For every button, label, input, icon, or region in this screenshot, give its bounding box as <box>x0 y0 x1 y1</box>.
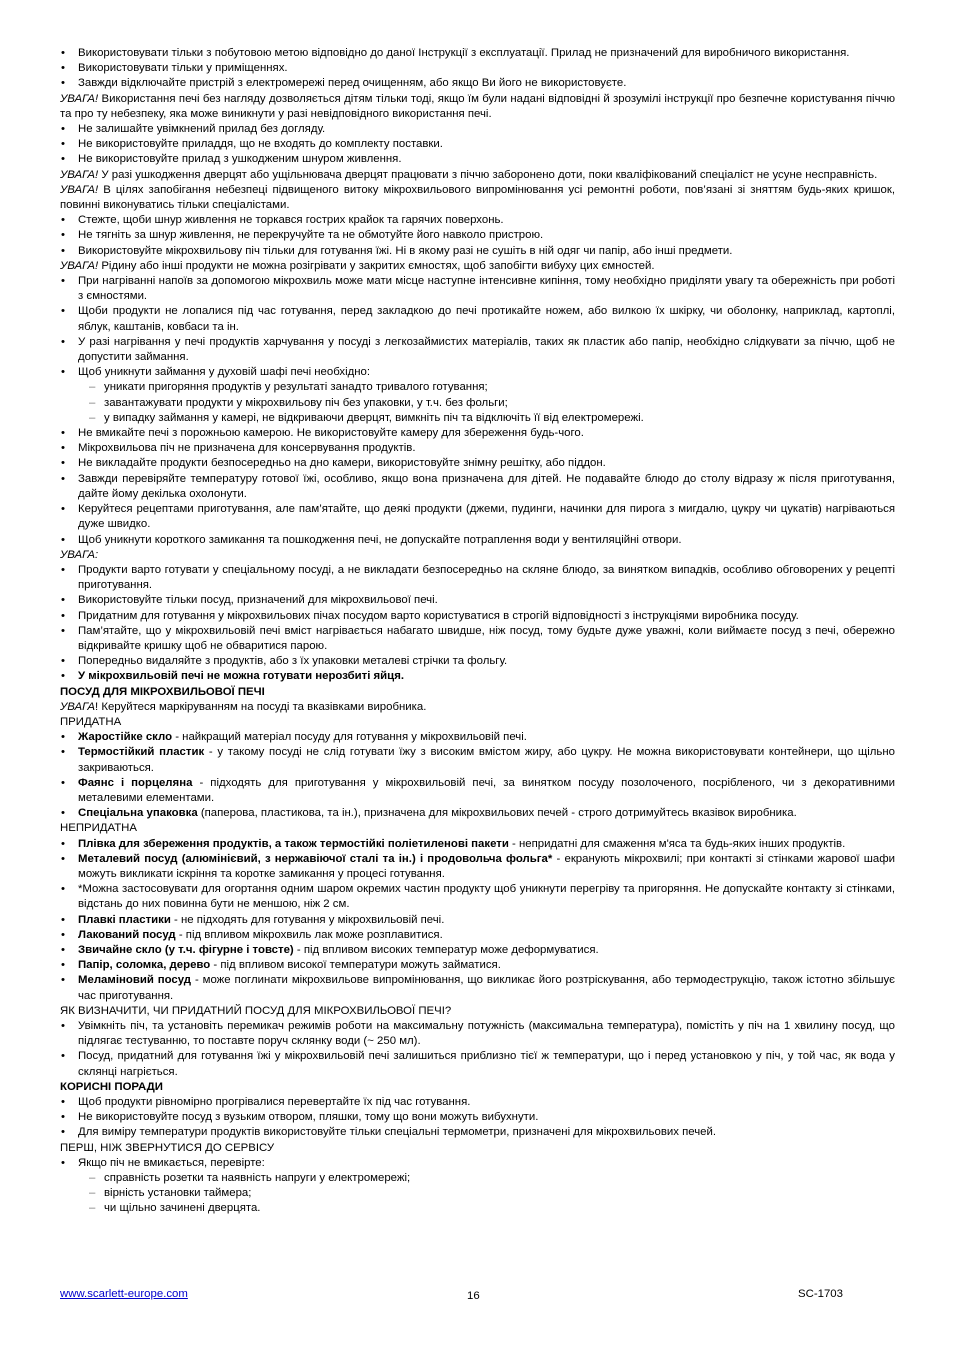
section-heading: ПОСУД ДЛЯ МІКРОХВИЛЬОВОЇ ПЕЧІ <box>60 685 265 698</box>
bullet-item: • Щоб уникнути короткого замикання та пошкодження печі, не допускайте потраплення води у вентиляційні отвори. <box>60 533 895 548</box>
dash-item: – завантажувати продукти у мікрохвильову піч без упаковки, у т.ч. без фольги; <box>60 396 895 411</box>
dash-item: – справність розетки та наявність напруги у електромережі; <box>60 1171 895 1186</box>
bullet-item: • Завжди відключайте пристрій з електромережі перед очищенням, або якщо Ви його не використовуєте. <box>60 76 895 91</box>
section-heading: КОРИСНІ ПОРАДИ <box>60 1080 163 1093</box>
bullet-item: • Керуйтеся рецептами приготування, але пам’ятайте, що деякі продукти (джеми, пудинги, начинки для пирога з мигдалю, цукру чи цукатів) нагріваються дуже швидко. <box>60 502 895 532</box>
document-body <box>60 46 895 1217</box>
bullet-item: • Плавкі пластики - не підходять для готування у мікрохвильовій печі. <box>60 913 895 928</box>
bullet-item: • Увімкніть піч, та установіть перемикач режимів роботи на максимальну потужність (максимальна температура), помістіть у піч на 1 хвилину посуд, що підлягає тестуванню, то поставте поруч склянку води (~ 250 мл). <box>60 1019 895 1049</box>
paragraph: ПЕРШ, НІЖ ЗВЕРНУТИСЯ ДО СЕРВІСУ <box>60 1141 275 1154</box>
bullet-item: • Придатним для готування у мікрохвильових пічах посудом варто користуватися в строгій відповідності з інструкціями виробника посуду. <box>60 609 895 624</box>
bullet-item: • Не тягніть за шнур живлення, не перекручуйте та не обмотуйте його навколо пристрою. <box>60 228 895 243</box>
page-footer <box>60 1288 895 1304</box>
paragraph: НЕПРИДАТНА <box>60 822 137 835</box>
paragraph: УВАГА! У разі ушкодження дверцят або ущільнювача дверцят працювати з піччю заборонено доти, поки кваліфікований спеціаліст не усуне несправність. <box>60 168 878 181</box>
website-link[interactable]: www.scarlett-europe.com <box>60 1288 188 1300</box>
bullet-item: • Попередньо видаляйте з продуктів, або з їх упаковки металеві стрічки та фольгу. <box>60 654 895 669</box>
dash-item: – чи щільно зачинені дверцята. <box>60 1201 895 1216</box>
bullet-item: • Якщо піч не вмикається, перевірте: <box>60 1156 895 1171</box>
paragraph: УВАГА: <box>60 548 99 561</box>
paragraph: УВАГА! Використання печі без нагляду дозволяється дітям тільки тоді, якщо їм були надані відповідні й зрозумілі інструкції про безпечне користування піччю та про ту небезпеку, яка може виникнути у разі невідповідного використання печі. <box>60 92 895 120</box>
bullet-item: • Спеціальна упаковка (паперова, пластикова, та ін.), призначена для мікрохвильових печей - строго дотримуйтесь вказівок виробника. <box>60 806 895 821</box>
bullet-item: • Стежте, щоби шнур живлення не торкався гострих крайок та гарячих поверхонь. <box>60 213 895 228</box>
dash-item: – уникати пригоряння продуктів у результаті занадто тривалого готування; <box>60 380 895 395</box>
bullet-item: • Використовувати тільки з побутовою метою відповідно до даної Інструкції з експлуатації. Прилад не призначений для виробничого використання. <box>60 46 895 61</box>
bullet-item: • Посуд, придатний для готування їжі у мікрохвильовій печі залишиться приблизно тієї ж температури, що і перед установкою у піч, у той час, як вода у склянці нагріється. <box>60 1049 895 1079</box>
bullet-item: • Термостійкий пластик - у такому посуді не слід готувати їжу з високим вмістом жиру, або цукру. Не можна використовувати контейнери, що щільно закриваються. <box>60 745 895 775</box>
paragraph: УВАГА! Рідину або інші продукти не можна розігрівати у закритих ємностях, щоб запобігти вибуху цих ємностей. <box>60 259 655 272</box>
bullet-item: • Металевий посуд (алюмінієвий, з нержавіючої сталі та ін.) і продовольча фольга* - екранують мікрохвилі; при контакті зі стінками жарової шафи можуть викликати іскріння та коротке замикання у процесі готування. <box>60 852 895 882</box>
bullet-item: • У разі нагрівання у печі продуктів харчування у посуді з легкозаймистих матеріалів, таких як пластик або папір, необхідно слідкувати за піччю, щоб не допустити займання. <box>60 335 895 365</box>
bullet-item: • Для виміру температури продуктів використовуйте тільки спеціальні термометри, призначені для мікрохвильових печей. <box>60 1125 895 1140</box>
bullet-item: • Не вмикайте печі з порожньою камерою. Не використовуйте камеру для збереження будь-чого. <box>60 426 895 441</box>
dash-item: – у випадку займання у камері, не відкриваючи дверцят, вимкніть піч та відключіть її від електромережі. <box>60 411 895 426</box>
bullet-item: • *Можна застосовувати для огортання одним шаром окремих частин продукту щоб уникнути перегріву та пригоряння. Не допускайте контакту зі стінками, відстань до них повинна бути не меншою, ніж 2 см. <box>60 882 895 912</box>
bullet-item: • Не викладайте продукти безпосередньо на дно камери, використовуйте знімну решітку, або піддон. <box>60 456 895 471</box>
paragraph: УВАГА! В цілях запобігання небезпеці підвищеного витоку мікрохвильового випромінювання усі ремонтні роботи, пов’язані зі зняттям будь-яких кришок, повинні виконуватись тільки спеціалістами. <box>60 183 895 212</box>
bullet-item: • Використовувати тільки у приміщеннях. <box>60 61 895 76</box>
bullet-item: • Щоб продукти рівномірно прогрівалися перевертайте їх під час готування. <box>60 1095 895 1110</box>
paragraph: ПРИДАТНА <box>60 715 122 728</box>
bullet-item: • Не використовуйте прилад з ушкодженим шнуром живлення. <box>60 152 895 167</box>
bullet-item: • Звичайне скло (у т.ч. фігурне і товсте) - під впливом високих температур може деформуватися. <box>60 943 895 958</box>
bullet-item: • Лакований посуд - під впливом мікрохвиль лак може розплавитися. <box>60 928 895 943</box>
bullet-item: • Щоби продукти не лопалися під час готування, перед закладкою до печі протикайте ножем, або вилкою їх шкірку, чи оболонку, наприклад, картоплі, яблук, каштанів, ковбаси та ін. <box>60 304 895 334</box>
bullet-item: • Не залишайте увімкнений прилад без догляду. <box>60 122 895 137</box>
bullet-item: • Використовуйте мікрохвильову піч тільки для готування їжі. Ні в якому разі не сушіть в ній одяг чи папір, або інші предмети. <box>60 244 895 259</box>
bullet-item: • Продукти варто готувати у спеціальному посуді, а не викладати безпосередньо на скляне блюдо, за винятком випадків, особливо обговорених у рецепті приготування. <box>60 563 895 593</box>
bullet-item: • Не використовуйте посуд з вузьким отвором, пляшки, тому що вони можуть вибухнути. <box>60 1110 895 1125</box>
bullet-item: • Використовуйте тільки посуд, призначений для мікрохвильової печі. <box>60 593 895 608</box>
model-number: SC-1703 <box>798 1288 843 1300</box>
bullet-item: • У мікрохвильовій печі не можна готувати нерозбиті яйця. <box>60 669 895 684</box>
bullet-item: • Фаянс і порцеляна - підходять для приготування у мікрохвильовій печі, за винятком посуду позолоченого, посрібленого, чи з декоративними металевими елементами. <box>60 776 895 806</box>
bullet-item: • Не використовуйте приладдя, що не входять до комплекту поставки. <box>60 137 895 152</box>
bullet-item: • Плівка для збереження продуктів, а також термостійкі поліетиленові пакети - непридатні для смаження м'яса та будь-яких інших продуктів. <box>60 837 895 852</box>
bullet-item: • Меламіновий посуд - може поглинати мікрохвильове випромінювання, що викликає його розтріскування, або термодеструкцію, також істотно збільшує час приготування. <box>60 973 895 1003</box>
bullet-item: • Мікрохвильова піч не призначена для консервування продуктів. <box>60 441 895 456</box>
bullet-item: • При нагріванні напоїв за допомогою мікрохвиль може мати місце наступне інтенсивне кипіння, тому необхідно приділяти увагу та обережність при роботі з ємностями. <box>60 274 895 304</box>
bullet-item: • Щоб уникнути займання у духовій шафі печі необхідно: <box>60 365 895 380</box>
paragraph: ЯК ВИЗНАЧИТИ, ЧИ ПРИДАТНИЙ ПОСУД ДЛЯ МІКРОХВИЛЬОВОЇ ПЕЧІ? <box>60 1004 452 1017</box>
dash-item: – вірність установки таймера; <box>60 1186 895 1201</box>
bullet-item: • Завжди перевіряйте температуру готової їжі, особливо, якщо вона призначена для дітей. Не подавайте блюдо до столу відразу ж після приготування, дайте йому декілька охолонути. <box>60 472 895 502</box>
bullet-item: • Папір, соломка, дерево - під впливом високої температури можуть займатися. <box>60 958 895 973</box>
paragraph: УВАГА! Керуйтеся маркіруванням на посуді та вказівками виробника. <box>60 700 427 713</box>
page-number: 16 <box>467 1290 480 1302</box>
bullet-item: • Жаростійке скло - найкращий матеріал посуду для готування у мікрохвильовій печі. <box>60 730 895 745</box>
bullet-item: • Пам’ятайте, що у мікрохвильовій печі вміст нагрівається набагато швидше, ніж посуд, тому будьте дуже уважні, коли виймаєте посуд з печі, обережно відкривайте кришку щоб не обваритися парою. <box>60 624 895 654</box>
